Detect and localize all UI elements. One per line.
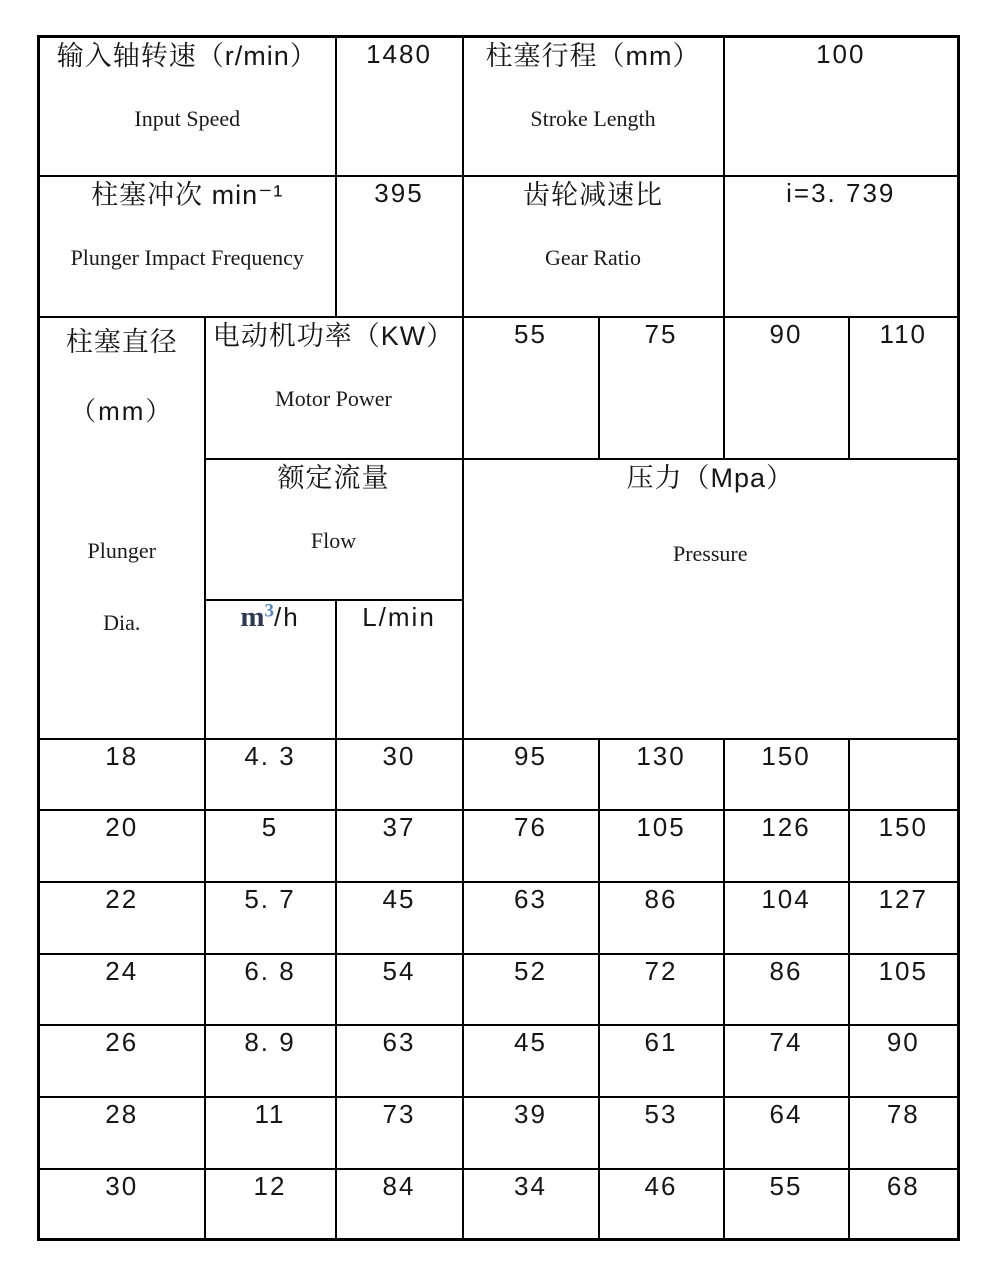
flow-label-en: Flow: [310, 527, 357, 553]
table-row-dia-28: [39, 1097, 959, 1169]
cell-dia: 24: [39, 954, 205, 1025]
cell-pressure-90: 55: [724, 1169, 849, 1240]
cell-pressure-110: 127: [849, 882, 959, 954]
cell-flow-lmin: 54: [336, 954, 463, 1025]
table-row-dia-20: [39, 810, 959, 882]
row-motor-power: [39, 317, 959, 459]
input-speed-label-en: Input Speed: [134, 106, 241, 131]
cell-flow-lmin: 37: [336, 810, 463, 882]
cell-flow-m3h: 12: [205, 1169, 336, 1240]
cell-pressure-75: 105: [599, 810, 724, 882]
cell-flow-unit-lmin: L/min: [336, 600, 463, 739]
cell-pressure-75: 46: [599, 1169, 724, 1240]
cell-pressure-110: 105: [849, 954, 959, 1025]
cell-gear-ratio-value: i=3. 739: [724, 176, 959, 317]
impact-frequency-label-zh: 柱塞冲次 min⁻¹: [91, 179, 284, 210]
impact-frequency-label-en: Plunger Impact Frequency: [70, 244, 304, 270]
gear-ratio-label-zh: 齿轮减速比: [523, 179, 663, 210]
table-row-dia-24: [39, 954, 959, 1025]
cell-pressure-90: 150: [724, 739, 849, 810]
cell-pressure-55: 45: [463, 1025, 599, 1097]
pressure-label-en: Pressure: [672, 540, 748, 566]
cell-flow-m3h: 6. 8: [205, 954, 336, 1025]
plunger-dia-unit: （mm）: [70, 395, 174, 426]
cell-dia: 20: [39, 810, 205, 882]
cell-pressure-55: 95: [463, 739, 599, 810]
cell-pressure-110: 150: [849, 810, 959, 882]
cell-pressure-110: [849, 739, 959, 810]
flow-label-zh: 额定流量: [277, 462, 390, 493]
cell-pressure-55: 39: [463, 1097, 599, 1169]
table-row-dia-26: [39, 1025, 959, 1097]
cell-dia: 22: [39, 882, 205, 954]
plunger-dia-label-en1: Plunger: [87, 537, 156, 563]
cell-motor-power-55: 55: [463, 317, 599, 459]
cell-pressure-header: [463, 459, 959, 739]
plunger-dia-label-zh: 柱塞直径: [65, 326, 178, 357]
cell-impact-frequency-value: 395: [336, 176, 463, 317]
cell-pressure-55: 34: [463, 1169, 599, 1240]
row-input-speed: [39, 37, 959, 176]
gear-ratio-label-en: Gear Ratio: [545, 244, 641, 270]
cell-flow-lmin: 73: [336, 1097, 463, 1169]
motor-power-label-zh: 电动机功率（KW）: [212, 320, 455, 351]
cell-pressure-55: 63: [463, 882, 599, 954]
motor-power-label-en: Motor Power: [275, 385, 392, 411]
cell-plunger-dia-header: [39, 317, 205, 739]
cell-flow-m3h: 5: [205, 810, 336, 882]
cell-dia: 26: [39, 1025, 205, 1097]
spec-table: [37, 35, 960, 1241]
spec-table-wrapper: [37, 35, 957, 1241]
cell-input-speed-value: 1480: [336, 37, 463, 176]
cell-pressure-55: 52: [463, 954, 599, 1025]
cell-flow-m3h: 8. 9: [205, 1025, 336, 1097]
cell-impact-frequency-label: [39, 176, 336, 317]
cell-flow-lmin: 84: [336, 1169, 463, 1240]
cell-pressure-110: 78: [849, 1097, 959, 1169]
cell-pressure-90: 86: [724, 954, 849, 1025]
m3h-unit-rest: /h: [273, 601, 300, 632]
cell-flow-m3h: 4. 3: [205, 739, 336, 810]
cell-flow-lmin: 30: [336, 739, 463, 810]
cell-pressure-75: 61: [599, 1025, 724, 1097]
cell-pressure-90: 64: [724, 1097, 849, 1169]
table-row-dia-18: [39, 739, 959, 810]
cell-pressure-75: 53: [599, 1097, 724, 1169]
m3h-unit-base: m: [240, 600, 265, 633]
cell-input-speed-label: [39, 37, 336, 176]
cell-dia: 30: [39, 1169, 205, 1240]
cell-flow-lmin: 63: [336, 1025, 463, 1097]
cell-dia: 28: [39, 1097, 205, 1169]
cell-pressure-110: 90: [849, 1025, 959, 1097]
m3h-unit-sup: 3: [264, 599, 274, 621]
cell-motor-power-110: 110: [849, 317, 959, 459]
cell-motor-power-75: 75: [599, 317, 724, 459]
cell-pressure-90: 74: [724, 1025, 849, 1097]
stroke-length-label-zh: 柱塞行程（mm）: [485, 41, 701, 71]
cell-flow-m3h: 5. 7: [205, 882, 336, 954]
cell-pressure-75: 130: [599, 739, 724, 810]
cell-pressure-90: 104: [724, 882, 849, 954]
plunger-dia-label-en2: Dia.: [103, 609, 141, 635]
cell-pressure-110: 68: [849, 1169, 959, 1240]
cell-pressure-75: 86: [599, 882, 724, 954]
cell-gear-ratio-label: [463, 176, 724, 317]
cell-dia: 18: [39, 739, 205, 810]
cell-stroke-length-label: [463, 37, 724, 176]
cell-pressure-90: 126: [724, 810, 849, 882]
row-impact-frequency: [39, 176, 959, 317]
stroke-length-label-en: Stroke Length: [530, 106, 656, 131]
cell-stroke-length-value: 100: [724, 37, 959, 176]
table-row-dia-22: [39, 882, 959, 954]
cell-flow-lmin: 45: [336, 882, 463, 954]
cell-flow-unit-m3h: [205, 600, 336, 739]
cell-flow-m3h: 11: [205, 1097, 336, 1169]
cell-flow-header: [205, 459, 463, 600]
cell-motor-power-90: 90: [724, 317, 849, 459]
cell-motor-power-header: [205, 317, 463, 459]
table-row-dia-30: [39, 1169, 959, 1240]
input-speed-label-zh: 输入轴转速（r/min）: [56, 41, 318, 71]
cell-pressure-75: 72: [599, 954, 724, 1025]
cell-pressure-55: 76: [463, 810, 599, 882]
pressure-label-zh: 压力（Mpa）: [626, 462, 795, 493]
